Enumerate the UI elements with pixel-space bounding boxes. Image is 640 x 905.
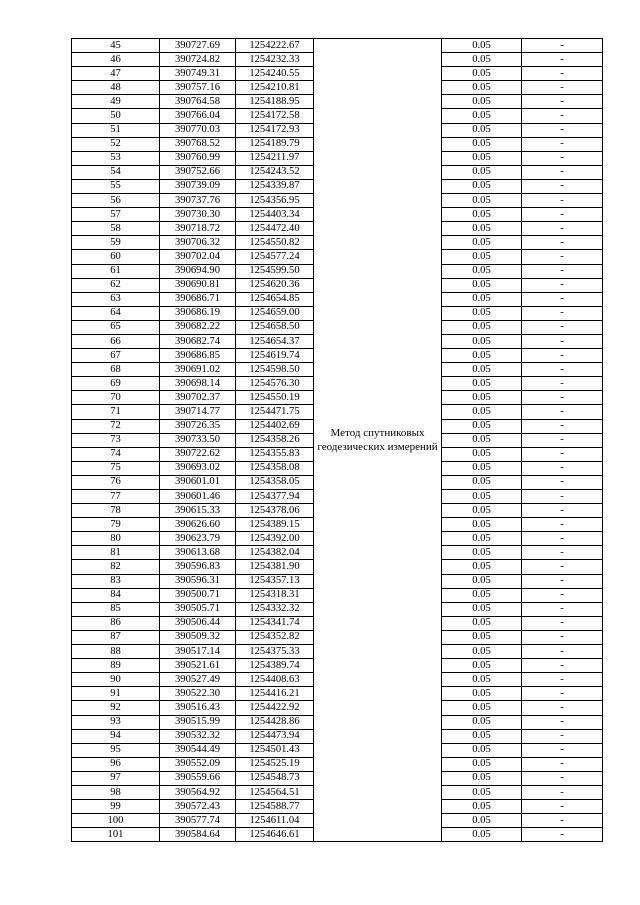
point-number-cell: 46 bbox=[72, 53, 160, 67]
precision-cell: 0.05 bbox=[442, 165, 522, 179]
point-number-cell: 71 bbox=[72, 405, 160, 419]
y-coordinate-cell: 1254358.08 bbox=[236, 461, 314, 475]
precision-cell: 0.05 bbox=[442, 574, 522, 588]
point-number-cell: 90 bbox=[72, 673, 160, 687]
y-coordinate-cell: 1254358.26 bbox=[236, 433, 314, 447]
note-cell: - bbox=[522, 504, 603, 518]
x-coordinate-cell: 390702.04 bbox=[160, 250, 236, 264]
x-coordinate-cell: 390768.52 bbox=[160, 137, 236, 151]
point-number-cell: 79 bbox=[72, 518, 160, 532]
y-coordinate-cell: 1254548.73 bbox=[236, 771, 314, 785]
y-coordinate-cell: 1254619.74 bbox=[236, 349, 314, 363]
y-coordinate-cell: 1254377.94 bbox=[236, 490, 314, 504]
y-coordinate-cell: 1254332.32 bbox=[236, 602, 314, 616]
precision-cell: 0.05 bbox=[442, 109, 522, 123]
precision-cell: 0.05 bbox=[442, 405, 522, 419]
note-cell: - bbox=[522, 391, 603, 405]
x-coordinate-cell: 390727.69 bbox=[160, 39, 236, 53]
point-number-cell: 57 bbox=[72, 208, 160, 222]
note-cell: - bbox=[522, 814, 603, 828]
x-coordinate-cell: 390686.85 bbox=[160, 349, 236, 363]
note-cell: - bbox=[522, 53, 603, 67]
point-number-cell: 58 bbox=[72, 222, 160, 236]
x-coordinate-cell: 390544.49 bbox=[160, 743, 236, 757]
precision-cell: 0.05 bbox=[442, 95, 522, 109]
note-cell: - bbox=[522, 433, 603, 447]
y-coordinate-cell: 1254658.50 bbox=[236, 320, 314, 334]
y-coordinate-cell: 1254232.33 bbox=[236, 53, 314, 67]
point-number-cell: 100 bbox=[72, 814, 160, 828]
y-coordinate-cell: 1254222.67 bbox=[236, 39, 314, 53]
precision-cell: 0.05 bbox=[442, 518, 522, 532]
note-cell: - bbox=[522, 39, 603, 53]
precision-cell: 0.05 bbox=[442, 264, 522, 278]
x-coordinate-cell: 390517.14 bbox=[160, 645, 236, 659]
y-coordinate-cell: 1254339.87 bbox=[236, 179, 314, 193]
point-number-cell: 88 bbox=[72, 645, 160, 659]
note-cell: - bbox=[522, 574, 603, 588]
precision-cell: 0.05 bbox=[442, 814, 522, 828]
note-cell: - bbox=[522, 349, 603, 363]
x-coordinate-cell: 390693.02 bbox=[160, 461, 236, 475]
point-number-cell: 84 bbox=[72, 588, 160, 602]
note-cell: - bbox=[522, 236, 603, 250]
y-coordinate-cell: 1254646.61 bbox=[236, 828, 314, 842]
y-coordinate-cell: 1254211.97 bbox=[236, 151, 314, 165]
precision-cell: 0.05 bbox=[442, 757, 522, 771]
x-coordinate-cell: 390509.32 bbox=[160, 630, 236, 644]
precision-cell: 0.05 bbox=[442, 334, 522, 348]
point-number-cell: 62 bbox=[72, 278, 160, 292]
point-number-cell: 47 bbox=[72, 67, 160, 81]
x-coordinate-cell: 390724.82 bbox=[160, 53, 236, 67]
y-coordinate-cell: 1254357.13 bbox=[236, 574, 314, 588]
y-coordinate-cell: 1254389.74 bbox=[236, 659, 314, 673]
point-number-cell: 78 bbox=[72, 504, 160, 518]
y-coordinate-cell: 1254654.85 bbox=[236, 292, 314, 306]
note-cell: - bbox=[522, 785, 603, 799]
point-number-cell: 48 bbox=[72, 81, 160, 95]
note-cell: - bbox=[522, 194, 603, 208]
x-coordinate-cell: 390584.64 bbox=[160, 828, 236, 842]
point-number-cell: 68 bbox=[72, 363, 160, 377]
precision-cell: 0.05 bbox=[442, 208, 522, 222]
y-coordinate-cell: 1254352.82 bbox=[236, 630, 314, 644]
y-coordinate-cell: 1254172.93 bbox=[236, 123, 314, 137]
point-number-cell: 75 bbox=[72, 461, 160, 475]
y-coordinate-cell: 1254318.31 bbox=[236, 588, 314, 602]
precision-cell: 0.05 bbox=[442, 179, 522, 193]
y-coordinate-cell: 1254381.90 bbox=[236, 560, 314, 574]
y-coordinate-cell: 1254620.36 bbox=[236, 278, 314, 292]
point-number-cell: 96 bbox=[72, 757, 160, 771]
precision-cell: 0.05 bbox=[442, 377, 522, 391]
point-number-cell: 60 bbox=[72, 250, 160, 264]
y-coordinate-cell: 1254416.21 bbox=[236, 687, 314, 701]
note-cell: - bbox=[522, 461, 603, 475]
y-coordinate-cell: 1254240.55 bbox=[236, 67, 314, 81]
note-cell: - bbox=[522, 687, 603, 701]
x-coordinate-cell: 390516.43 bbox=[160, 701, 236, 715]
point-number-cell: 61 bbox=[72, 264, 160, 278]
point-number-cell: 72 bbox=[72, 419, 160, 433]
precision-cell: 0.05 bbox=[442, 701, 522, 715]
method-cell: Метод спутниковых геодезических измерений bbox=[314, 39, 442, 842]
y-coordinate-cell: 1254358.05 bbox=[236, 475, 314, 489]
precision-cell: 0.05 bbox=[442, 785, 522, 799]
precision-cell: 0.05 bbox=[442, 363, 522, 377]
note-cell: - bbox=[522, 630, 603, 644]
note-cell: - bbox=[522, 208, 603, 222]
x-coordinate-cell: 390522.30 bbox=[160, 687, 236, 701]
note-cell: - bbox=[522, 264, 603, 278]
point-number-cell: 51 bbox=[72, 123, 160, 137]
point-number-cell: 94 bbox=[72, 729, 160, 743]
x-coordinate-cell: 390596.83 bbox=[160, 560, 236, 574]
note-cell: - bbox=[522, 800, 603, 814]
note-cell: - bbox=[522, 320, 603, 334]
point-number-cell: 89 bbox=[72, 659, 160, 673]
point-number-cell: 65 bbox=[72, 320, 160, 334]
x-coordinate-cell: 390733.50 bbox=[160, 433, 236, 447]
x-coordinate-cell: 390505.71 bbox=[160, 602, 236, 616]
precision-cell: 0.05 bbox=[442, 320, 522, 334]
note-cell: - bbox=[522, 377, 603, 391]
precision-cell: 0.05 bbox=[442, 828, 522, 842]
x-coordinate-cell: 390626.60 bbox=[160, 518, 236, 532]
note-cell: - bbox=[522, 137, 603, 151]
x-coordinate-cell: 390515.99 bbox=[160, 715, 236, 729]
y-coordinate-cell: 1254341.74 bbox=[236, 616, 314, 630]
precision-cell: 0.05 bbox=[442, 81, 522, 95]
note-cell: - bbox=[522, 490, 603, 504]
x-coordinate-cell: 390694.90 bbox=[160, 264, 236, 278]
precision-cell: 0.05 bbox=[442, 67, 522, 81]
x-coordinate-cell: 390506.44 bbox=[160, 616, 236, 630]
y-coordinate-cell: 1254654.37 bbox=[236, 334, 314, 348]
note-cell: - bbox=[522, 729, 603, 743]
precision-cell: 0.05 bbox=[442, 433, 522, 447]
coordinates-table bbox=[71, 38, 603, 842]
note-cell: - bbox=[522, 532, 603, 546]
point-number-cell: 77 bbox=[72, 490, 160, 504]
precision-cell: 0.05 bbox=[442, 278, 522, 292]
y-coordinate-cell: 1254472.40 bbox=[236, 222, 314, 236]
y-coordinate-cell: 1254471.75 bbox=[236, 405, 314, 419]
note-cell: - bbox=[522, 278, 603, 292]
x-coordinate-cell: 390760.99 bbox=[160, 151, 236, 165]
precision-cell: 0.05 bbox=[442, 616, 522, 630]
point-number-cell: 74 bbox=[72, 447, 160, 461]
y-coordinate-cell: 1254375.33 bbox=[236, 645, 314, 659]
point-number-cell: 73 bbox=[72, 433, 160, 447]
x-coordinate-cell: 390714.77 bbox=[160, 405, 236, 419]
note-cell: - bbox=[522, 165, 603, 179]
note-cell: - bbox=[522, 81, 603, 95]
y-coordinate-cell: 1254611.04 bbox=[236, 814, 314, 828]
x-coordinate-cell: 390752.66 bbox=[160, 165, 236, 179]
precision-cell: 0.05 bbox=[442, 391, 522, 405]
y-coordinate-cell: 1254422.92 bbox=[236, 701, 314, 715]
precision-cell: 0.05 bbox=[442, 645, 522, 659]
y-coordinate-cell: 1254392.00 bbox=[236, 532, 314, 546]
note-cell: - bbox=[522, 405, 603, 419]
precision-cell: 0.05 bbox=[442, 715, 522, 729]
x-coordinate-cell: 390521.61 bbox=[160, 659, 236, 673]
x-coordinate-cell: 390690.81 bbox=[160, 278, 236, 292]
precision-cell: 0.05 bbox=[442, 461, 522, 475]
point-number-cell: 49 bbox=[72, 95, 160, 109]
precision-cell: 0.05 bbox=[442, 419, 522, 433]
note-cell: - bbox=[522, 715, 603, 729]
precision-cell: 0.05 bbox=[442, 602, 522, 616]
point-number-cell: 45 bbox=[72, 39, 160, 53]
note-cell: - bbox=[522, 701, 603, 715]
precision-cell: 0.05 bbox=[442, 53, 522, 67]
y-coordinate-cell: 1254189.79 bbox=[236, 137, 314, 151]
x-coordinate-cell: 390686.71 bbox=[160, 292, 236, 306]
note-cell: - bbox=[522, 757, 603, 771]
point-number-cell: 86 bbox=[72, 616, 160, 630]
note-cell: - bbox=[522, 518, 603, 532]
x-coordinate-cell: 390726.35 bbox=[160, 419, 236, 433]
point-number-cell: 98 bbox=[72, 785, 160, 799]
x-coordinate-cell: 390737.76 bbox=[160, 194, 236, 208]
point-number-cell: 53 bbox=[72, 151, 160, 165]
x-coordinate-cell: 390706.32 bbox=[160, 236, 236, 250]
y-coordinate-cell: 1254378.06 bbox=[236, 504, 314, 518]
precision-cell: 0.05 bbox=[442, 236, 522, 250]
precision-cell: 0.05 bbox=[442, 743, 522, 757]
x-coordinate-cell: 390691.02 bbox=[160, 363, 236, 377]
y-coordinate-cell: 1254525.19 bbox=[236, 757, 314, 771]
point-number-cell: 81 bbox=[72, 546, 160, 560]
precision-cell: 0.05 bbox=[442, 687, 522, 701]
point-number-cell: 66 bbox=[72, 334, 160, 348]
note-cell: - bbox=[522, 292, 603, 306]
y-coordinate-cell: 1254382.04 bbox=[236, 546, 314, 560]
y-coordinate-cell: 1254408.63 bbox=[236, 673, 314, 687]
precision-cell: 0.05 bbox=[442, 560, 522, 574]
y-coordinate-cell: 1254243.52 bbox=[236, 165, 314, 179]
precision-cell: 0.05 bbox=[442, 306, 522, 320]
point-number-cell: 50 bbox=[72, 109, 160, 123]
point-number-cell: 76 bbox=[72, 475, 160, 489]
y-coordinate-cell: 1254188.95 bbox=[236, 95, 314, 109]
note-cell: - bbox=[522, 645, 603, 659]
point-number-cell: 92 bbox=[72, 701, 160, 715]
precision-cell: 0.05 bbox=[442, 673, 522, 687]
y-coordinate-cell: 1254588.77 bbox=[236, 800, 314, 814]
x-coordinate-cell: 390764.58 bbox=[160, 95, 236, 109]
precision-cell: 0.05 bbox=[442, 250, 522, 264]
x-coordinate-cell: 390766.04 bbox=[160, 109, 236, 123]
note-cell: - bbox=[522, 771, 603, 785]
note-cell: - bbox=[522, 673, 603, 687]
note-cell: - bbox=[522, 334, 603, 348]
note-cell: - bbox=[522, 828, 603, 842]
x-coordinate-cell: 390613.68 bbox=[160, 546, 236, 560]
y-coordinate-cell: 1254355.83 bbox=[236, 447, 314, 461]
note-cell: - bbox=[522, 659, 603, 673]
y-coordinate-cell: 1254564.51 bbox=[236, 785, 314, 799]
precision-cell: 0.05 bbox=[442, 194, 522, 208]
x-coordinate-cell: 390572.43 bbox=[160, 800, 236, 814]
table-row bbox=[72, 39, 603, 53]
precision-cell: 0.05 bbox=[442, 729, 522, 743]
precision-cell: 0.05 bbox=[442, 137, 522, 151]
precision-cell: 0.05 bbox=[442, 39, 522, 53]
note-cell: - bbox=[522, 123, 603, 137]
note-cell: - bbox=[522, 250, 603, 264]
note-cell: - bbox=[522, 306, 603, 320]
x-coordinate-cell: 390749.31 bbox=[160, 67, 236, 81]
x-coordinate-cell: 390532.32 bbox=[160, 729, 236, 743]
point-number-cell: 63 bbox=[72, 292, 160, 306]
x-coordinate-cell: 390739.09 bbox=[160, 179, 236, 193]
precision-cell: 0.05 bbox=[442, 123, 522, 137]
y-coordinate-cell: 1254599.50 bbox=[236, 264, 314, 278]
y-coordinate-cell: 1254598.50 bbox=[236, 363, 314, 377]
y-coordinate-cell: 1254389.15 bbox=[236, 518, 314, 532]
y-coordinate-cell: 1254473.94 bbox=[236, 729, 314, 743]
x-coordinate-cell: 390577.74 bbox=[160, 814, 236, 828]
point-number-cell: 95 bbox=[72, 743, 160, 757]
y-coordinate-cell: 1254501.43 bbox=[236, 743, 314, 757]
precision-cell: 0.05 bbox=[442, 532, 522, 546]
note-cell: - bbox=[522, 602, 603, 616]
x-coordinate-cell: 390770.03 bbox=[160, 123, 236, 137]
y-coordinate-cell: 1254402.69 bbox=[236, 419, 314, 433]
x-coordinate-cell: 390623.79 bbox=[160, 532, 236, 546]
y-coordinate-cell: 1254428.86 bbox=[236, 715, 314, 729]
precision-cell: 0.05 bbox=[442, 546, 522, 560]
precision-cell: 0.05 bbox=[442, 151, 522, 165]
x-coordinate-cell: 390682.22 bbox=[160, 320, 236, 334]
point-number-cell: 101 bbox=[72, 828, 160, 842]
x-coordinate-cell: 390718.72 bbox=[160, 222, 236, 236]
point-number-cell: 67 bbox=[72, 349, 160, 363]
precision-cell: 0.05 bbox=[442, 630, 522, 644]
x-coordinate-cell: 390564.92 bbox=[160, 785, 236, 799]
point-number-cell: 54 bbox=[72, 165, 160, 179]
x-coordinate-cell: 390596.31 bbox=[160, 574, 236, 588]
precision-cell: 0.05 bbox=[442, 800, 522, 814]
point-number-cell: 64 bbox=[72, 306, 160, 320]
note-cell: - bbox=[522, 743, 603, 757]
note-cell: - bbox=[522, 109, 603, 123]
note-cell: - bbox=[522, 588, 603, 602]
note-cell: - bbox=[522, 95, 603, 109]
point-number-cell: 55 bbox=[72, 179, 160, 193]
precision-cell: 0.05 bbox=[442, 504, 522, 518]
point-number-cell: 91 bbox=[72, 687, 160, 701]
y-coordinate-cell: 1254576.30 bbox=[236, 377, 314, 391]
point-number-cell: 80 bbox=[72, 532, 160, 546]
coordinates-table-body bbox=[72, 39, 603, 842]
precision-cell: 0.05 bbox=[442, 222, 522, 236]
note-cell: - bbox=[522, 67, 603, 81]
x-coordinate-cell: 390552.09 bbox=[160, 757, 236, 771]
x-coordinate-cell: 390615.33 bbox=[160, 504, 236, 518]
point-number-cell: 99 bbox=[72, 800, 160, 814]
note-cell: - bbox=[522, 419, 603, 433]
point-number-cell: 69 bbox=[72, 377, 160, 391]
point-number-cell: 85 bbox=[72, 602, 160, 616]
x-coordinate-cell: 390500.71 bbox=[160, 588, 236, 602]
point-number-cell: 82 bbox=[72, 560, 160, 574]
x-coordinate-cell: 390601.01 bbox=[160, 475, 236, 489]
note-cell: - bbox=[522, 363, 603, 377]
y-coordinate-cell: 1254403.34 bbox=[236, 208, 314, 222]
point-number-cell: 83 bbox=[72, 574, 160, 588]
y-coordinate-cell: 1254356.95 bbox=[236, 194, 314, 208]
y-coordinate-cell: 1254659.00 bbox=[236, 306, 314, 320]
point-number-cell: 93 bbox=[72, 715, 160, 729]
note-cell: - bbox=[522, 447, 603, 461]
point-number-cell: 59 bbox=[72, 236, 160, 250]
y-coordinate-cell: 1254210.81 bbox=[236, 81, 314, 95]
y-coordinate-cell: 1254577.24 bbox=[236, 250, 314, 264]
precision-cell: 0.05 bbox=[442, 447, 522, 461]
precision-cell: 0.05 bbox=[442, 659, 522, 673]
precision-cell: 0.05 bbox=[442, 588, 522, 602]
y-coordinate-cell: 1254550.82 bbox=[236, 236, 314, 250]
precision-cell: 0.05 bbox=[442, 475, 522, 489]
x-coordinate-cell: 390559.66 bbox=[160, 771, 236, 785]
point-number-cell: 70 bbox=[72, 391, 160, 405]
x-coordinate-cell: 390757.16 bbox=[160, 81, 236, 95]
note-cell: - bbox=[522, 222, 603, 236]
point-number-cell: 52 bbox=[72, 137, 160, 151]
y-coordinate-cell: 1254172.58 bbox=[236, 109, 314, 123]
precision-cell: 0.05 bbox=[442, 292, 522, 306]
note-cell: - bbox=[522, 475, 603, 489]
x-coordinate-cell: 390686.19 bbox=[160, 306, 236, 320]
x-coordinate-cell: 390722.62 bbox=[160, 447, 236, 461]
point-number-cell: 56 bbox=[72, 194, 160, 208]
x-coordinate-cell: 390702.37 bbox=[160, 391, 236, 405]
note-cell: - bbox=[522, 616, 603, 630]
note-cell: - bbox=[522, 179, 603, 193]
y-coordinate-cell: 1254550.19 bbox=[236, 391, 314, 405]
x-coordinate-cell: 390730.30 bbox=[160, 208, 236, 222]
precision-cell: 0.05 bbox=[442, 771, 522, 785]
point-number-cell: 97 bbox=[72, 771, 160, 785]
x-coordinate-cell: 390698.14 bbox=[160, 377, 236, 391]
note-cell: - bbox=[522, 546, 603, 560]
point-number-cell: 87 bbox=[72, 630, 160, 644]
note-cell: - bbox=[522, 151, 603, 165]
x-coordinate-cell: 390682.74 bbox=[160, 334, 236, 348]
x-coordinate-cell: 390601.46 bbox=[160, 490, 236, 504]
precision-cell: 0.05 bbox=[442, 490, 522, 504]
note-cell: - bbox=[522, 560, 603, 574]
precision-cell: 0.05 bbox=[442, 349, 522, 363]
x-coordinate-cell: 390527.49 bbox=[160, 673, 236, 687]
